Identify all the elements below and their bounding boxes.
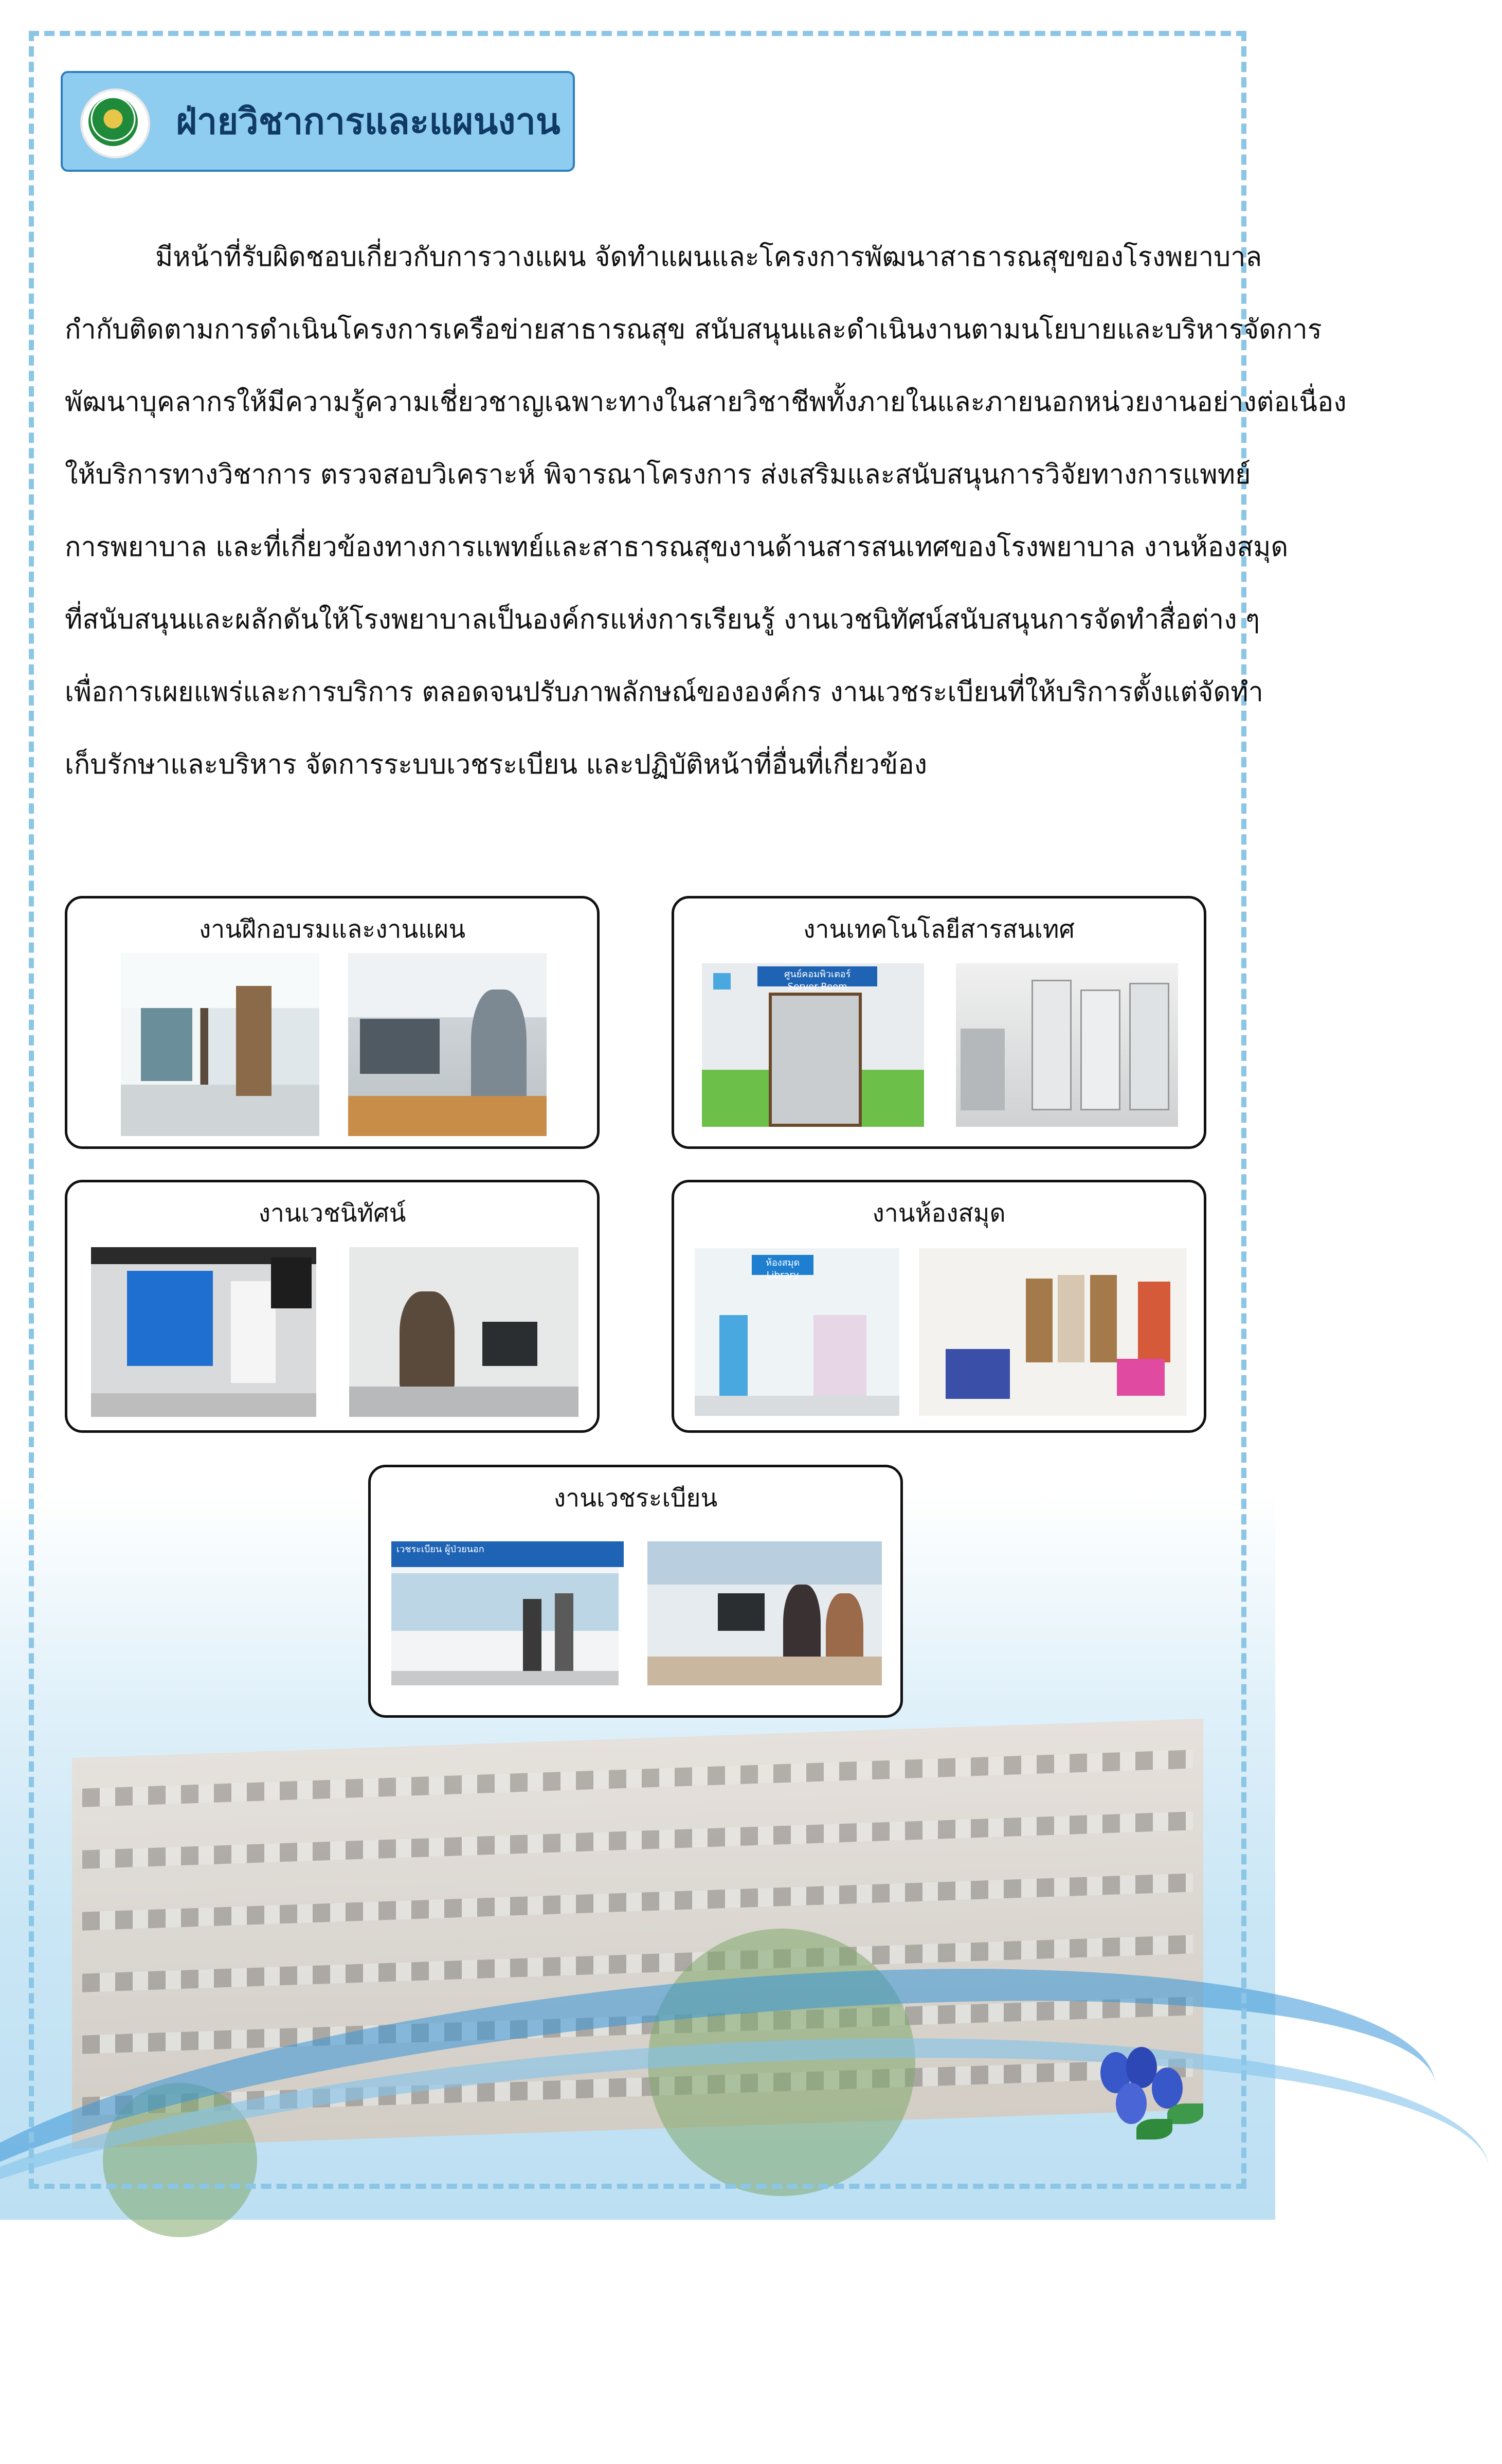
card-training-planning [65,896,600,1149]
card-library [672,1180,1206,1433]
section-header [61,71,575,172]
photo-library-entrance [695,1248,899,1416]
photo-studio [91,1247,316,1417]
server-room-sign-english: Server Room [787,981,847,993]
card-title: งานเวชระเบียน [553,1484,718,1513]
card-title: งานเทคโนโลยีสารสนเทศ [803,915,1075,944]
photo-training-staff [348,953,547,1136]
library-sign-english: Library [766,1270,799,1281]
card-title: งานเวชนิทัศน์ [258,1199,406,1228]
hospital-seal-icon [80,88,150,158]
photo-recording-desk [349,1247,578,1417]
description-line: พัฒนาบุคลากรให้มีความรู้ความเชี่ยวชาญเฉพาะทางในสายวิชาชีพทั้งภายในและภายนอกหน่วยงานอย่างต่อเนื่อง [65,387,1347,418]
description-line: เก็บรักษาและบริหาร จัดการระบบเวชระเบียน และปฏิบัติหน้าที่อื่นที่เกี่ยวข้อง [65,749,927,780]
photo-server-racks [956,963,1178,1127]
photo-server-room-door [702,963,924,1127]
section-title: ฝ่ายวิชาการและแผนงาน [176,100,560,142]
description-paragraph [65,221,1347,801]
records-sign-outpatient: ผู้ป่วยนอก [444,1544,484,1555]
card-information-technology [672,896,1206,1149]
card-medical-media [65,1180,600,1433]
photo-library-reading-area [919,1248,1186,1416]
card-title: งานฝึกอบรมและงานแผน [198,915,466,944]
photo-records-counter [391,1541,619,1685]
description-line: เพื่อการเผยแพร่และการบริการ ตลอดจนปรับภาพลักษณ์ขององค์กร งานเวชระเบียนที่ให้บริการตั้งแต่จัดทำ [65,677,1263,708]
records-sign-thai: เวชระเบียน [396,1544,442,1555]
card-medical-records [368,1465,903,1718]
photo-records-staff [647,1541,882,1685]
card-title: งานห้องสมุด [872,1199,1006,1228]
description-line: การพยาบาล และที่เกี่ยวข้องทางการแพทย์และสาธารณสุขงานด้านสารสนเทศของโรงพยาบาล งานห้องสมุด [65,532,1289,563]
photo-training-office [121,953,319,1136]
server-room-sign-thai: ศูนย์คอมพิวเตอร์ [784,969,851,980]
library-sign-thai: ห้องสมุด [766,1257,800,1269]
description-line: กำกับติดตามการดำเนินโครงการเครือข่ายสาธารณสุข สนับสนุนและดำเนินงานตามนโยบายและบริหารจัดการ [65,314,1322,345]
description-line: ที่สนับสนุนและผลักดันให้โรงพยาบาลเป็นองค์กรแห่งการเรียนรู้ งานเวชนิทัศน์สนับสนุนการจัดทำสื่อต่าง ๆ [65,604,1260,635]
description-line: มีหน้าที่รับผิดชอบเกี่ยวกับการวางแผน จัดทำแผนและโครงการพัฒนาสาธารณสุขของโรงพยาบาล [155,242,1262,273]
description-line: ให้บริการทางวิชาการ ตรวจสอบวิเคราะห์ พิจารณาโครงการ ส่งเสริมและสนับสนุนการวิจัยทางการแพทย์ [65,459,1251,490]
